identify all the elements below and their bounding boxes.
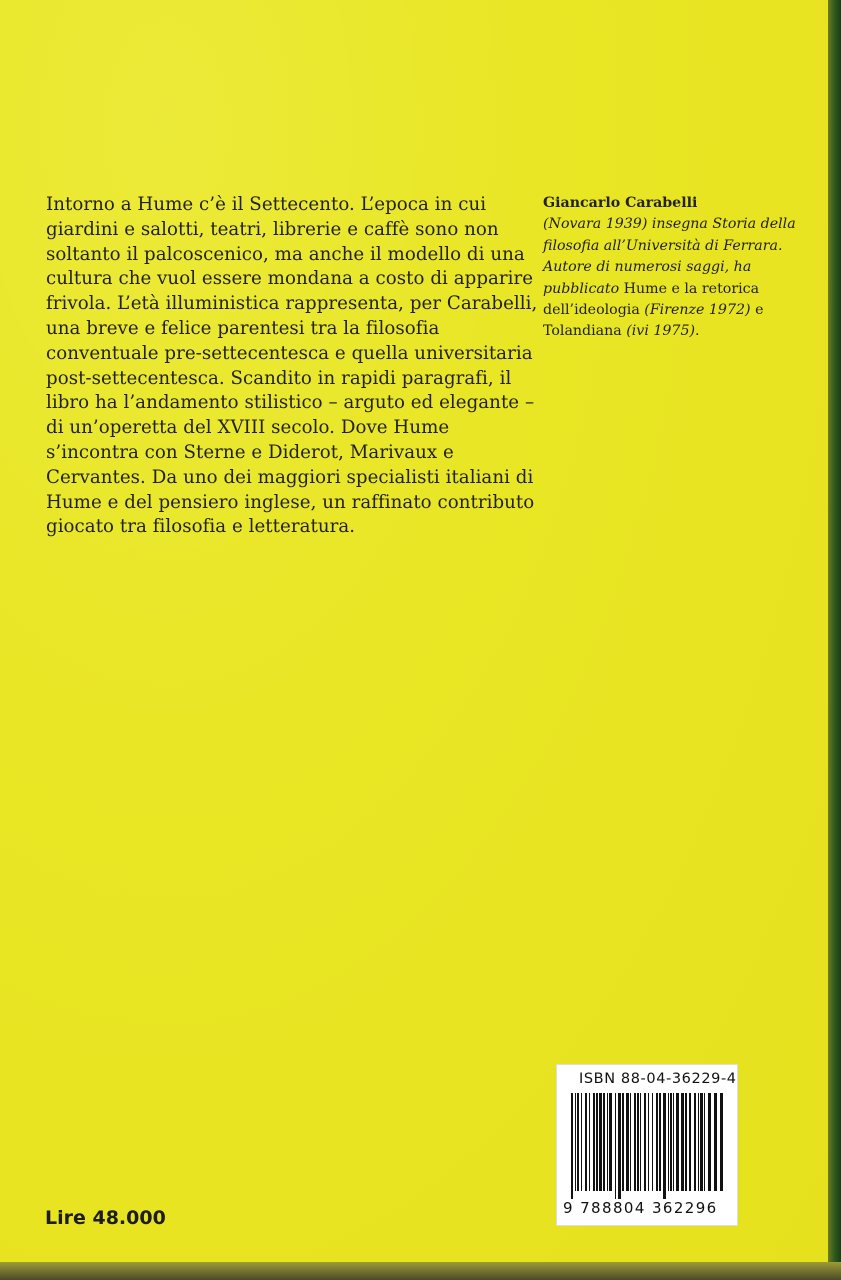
barcode-bar	[676, 1093, 679, 1191]
barcode-bar	[648, 1093, 649, 1191]
bio-book-title: Tolandiana	[543, 323, 627, 340]
barcode-bar	[622, 1093, 624, 1191]
barcode-bar	[596, 1093, 598, 1191]
spine-edge	[828, 0, 841, 1280]
blurb-text	[46, 193, 546, 540]
isbn-barcode-box	[556, 1064, 738, 1226]
bio-italic-text: (ivi 1975)	[626, 323, 696, 340]
author-note	[543, 193, 828, 343]
barcode-bar	[603, 1093, 605, 1191]
author-bio-line: (Novara 1939) insegna Storia della	[543, 216, 796, 233]
blurb-line: Hume e del pensiero inglese, un raffinato contributo	[46, 491, 535, 513]
author-bio-line: Autore di numerosi saggi, ha	[543, 259, 752, 276]
barcode-bar	[615, 1093, 616, 1199]
barcode-bar	[571, 1093, 573, 1199]
blurb-line: s’incontra con Sterne e Diderot, Marivaux e	[46, 441, 454, 463]
barcode-bar	[577, 1093, 579, 1191]
barcode-bar	[593, 1093, 595, 1191]
barcode-bar	[700, 1093, 703, 1191]
ean-number: 9 788804 362296	[563, 1199, 718, 1217]
blurb-line: Cervantes. Da uno dei maggiori specialisti italiani di	[46, 466, 534, 488]
barcode-bar	[656, 1093, 658, 1191]
author-bio-line	[543, 321, 828, 342]
barcode-bar	[708, 1093, 711, 1191]
barcode-bar	[589, 1093, 590, 1191]
blurb-line: giardini e salotti, teatri, librerie e caffè sono non	[46, 218, 499, 240]
barcode-bar	[644, 1093, 646, 1191]
barcode-bar	[685, 1093, 687, 1191]
blurb-line: frivola. L’età illuministica rappresenta, per Carabelli,	[46, 293, 538, 315]
barcode-bar	[670, 1093, 672, 1191]
bio-italic-text: pubblicato	[543, 280, 620, 297]
barcode-bar	[652, 1093, 653, 1191]
blurb-line: soltanto il palcoscenico, ma anche il modello di una	[46, 243, 525, 265]
barcode-bar	[585, 1093, 587, 1191]
price-label: Lire 48.000	[45, 1207, 166, 1229]
blurb-line: giocato tra filosofia e letteratura.	[46, 516, 356, 538]
barcode-bar	[581, 1093, 582, 1191]
barcode-bar	[599, 1093, 602, 1191]
barcode-bar	[626, 1093, 629, 1191]
blurb-line: una breve e felice parentesi tra la filosofia	[46, 317, 440, 339]
author-bio-line	[543, 279, 828, 300]
barcode-bar	[694, 1093, 696, 1191]
barcode-bar	[609, 1093, 612, 1191]
barcode-bar	[681, 1093, 684, 1191]
bio-book-title: dell’ideologia	[543, 302, 645, 319]
barcode-bar	[637, 1093, 639, 1191]
barcode-bar	[640, 1093, 641, 1191]
barcode-bar	[704, 1093, 705, 1191]
barcode-bar	[575, 1093, 576, 1191]
bottom-edge	[0, 1262, 841, 1280]
isbn-label: ISBN 88-04-36229-4	[579, 1071, 737, 1087]
blurb-line: conventuale pre-settecentesca e quella universitaria	[46, 342, 533, 364]
barcode-bar	[668, 1093, 669, 1191]
author-name: Giancarlo Carabelli	[543, 195, 698, 211]
barcode-bar	[630, 1093, 631, 1191]
bio-italic-text: (Firenze 1972)	[644, 302, 751, 319]
blurb-line: libro ha l’andamento stilistico – arguto ed elegante –	[46, 392, 535, 414]
barcode-bar	[663, 1093, 666, 1199]
barcode-bar	[634, 1093, 636, 1191]
barcode-bar	[714, 1093, 717, 1191]
barcode-bar	[618, 1093, 621, 1199]
bio-book-title: Hume e la retorica	[619, 280, 760, 297]
barcode-bar	[720, 1093, 723, 1191]
barcode-bar	[607, 1093, 608, 1191]
barcode-icon	[569, 1093, 727, 1199]
author-bio-line	[543, 300, 828, 321]
bio-text: .	[695, 323, 700, 340]
blurb-line: cultura che vuol essere mondana a costo di apparire	[46, 268, 534, 290]
barcode-bar	[698, 1093, 699, 1191]
barcode-bar	[673, 1093, 674, 1191]
blurb-line: post-settecentesca. Scandito in rapidi paragrafi, il	[46, 367, 512, 389]
bio-text: e	[750, 302, 764, 319]
author-bio-line: filosofia all’Università di Ferrara.	[543, 237, 783, 254]
barcode-bar	[689, 1093, 691, 1191]
blurb-line: di un’operetta del XVIII secolo. Dove Hume	[46, 417, 450, 439]
barcode-bar	[659, 1093, 661, 1191]
blurb-line: Intorno a Hume c’è il Settecento. L’epoca in cui	[46, 194, 487, 215]
